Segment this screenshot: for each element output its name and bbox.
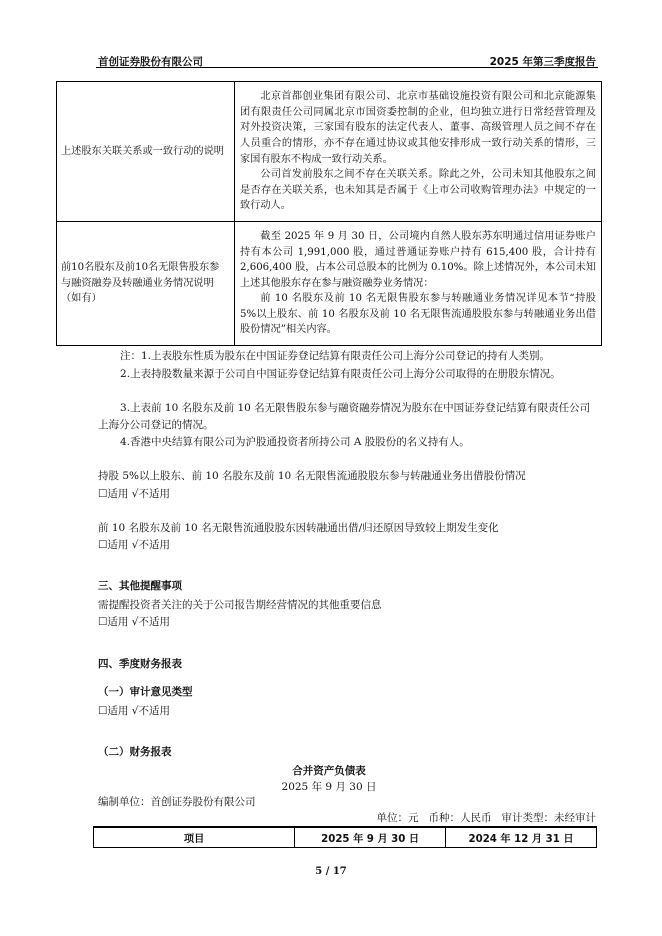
relation-paragraph: 北京首都创业集团有限公司、北京市基础设施投资有限公司和北京能源集团有限责任公司同属北京市国资委控制的企业，但均独立进行日常经营管理及对外投资决策，三家国有股东的法定代表人、董事、高级管理人员之间不存在人员重合的情形，亦不存在通过协议或其他安排形成一致行动关系的情形，三家国有股东不构成一致行动关系。 [240,91,596,165]
table-row [57,82,602,222]
relation-label: 上述股东关联关系或一致行动的说明 [57,82,235,222]
balance-sheet-preparer: 编制单位：首创证券股份有限公司 [98,796,256,808]
balance-sheet-header-table [93,826,597,848]
relation-paragraph: 公司首发前股东之间不存在关联关系。除此之外，公司未知其他股东之间是否存在关联关系，也未知其是否属于《上市公司收购管理办法》中规定的一致行动人。 [240,169,596,212]
note-1: 注：1.上表股东性质为股东在中国证券登记结算有限责任公司上海分公司登记的持有人类别。 [120,350,551,362]
change-title: 前 10 名股东及前 10 名无限售流通股股东因转融通出借/归还原因导致较上期发生变化 [98,522,499,534]
note-4: 4.香港中央结算有限公司为沪股通投资者所持公司 A 股股份的名义持有人。 [120,436,470,448]
lending-option: ☐适用 √不适用 [98,488,170,500]
header-report-title: 2025 年第三季度报告 [489,56,596,68]
page-number: 5 / 17 [315,866,347,877]
balance-sheet-title: 合并资产负债表 [292,765,366,777]
header-divider [96,67,598,68]
note-2: 2.上表持股数量来源于公司自中国证券登记结算有限责任公司上海分公司取得的在册股东情况。 [120,368,561,380]
section3-title: 三、其他提醒事项 [98,580,182,592]
header-company: 首创证券股份有限公司 [98,56,203,68]
note-3: 3.上表前 10 名股东及前 10 名无限售股东参与融资融券情况为股东在中国证券登记结算有限责任公司上海分公司登记的情况。 [98,402,591,431]
section3-text: 需提醒投资者关注的关于公司报告期经营情况的其他重要信息 [98,599,382,611]
column-header-item: 项目 [94,827,295,848]
balance-sheet-date: 2025 年 9 月 30 日 [281,781,377,793]
change-option: ☐适用 √不适用 [98,539,170,551]
table-row [57,222,602,346]
table-header-row [94,827,597,848]
balance-sheet-units: 单位：元 币种：人民币 审计类型：未经审计 [376,812,596,824]
audit-opinion-title: （一）审计意见类型 [98,686,193,698]
lending-title: 持股 5%以上股东、前 10 名股东及前 10 名无限售流通股股东参与转融通业务出借股份情况 [98,470,526,482]
margin-trading-label: 前10名股东及前10名无限售股东参与融资融券及转融通业务情况说明（如有） [57,222,235,346]
audit-opinion-option: ☐适用 √不适用 [98,705,170,717]
shareholder-relation-table [56,81,602,346]
relation-description [235,82,602,222]
column-header-2025-09-30: 2025 年 9 月 30 日 [295,827,446,848]
margin-paragraph: 前 10 名股东及前 10 名无限售股东参与转融通业务情况详见本节“持股 5%以上股东、前 10 名股东及前 10 名无限售流通股股东参与转融通业务出借股份情况”相关内容。 [240,293,596,336]
financial-statements-title: （二）财务报表 [98,746,172,758]
margin-paragraph: 截至 2025 年 9 月 30 日，公司境内自然人股东苏东明通过信用证券账户持有本公司 1,991,000 股，通过普通证券账户持有 615,400 股，合计持有 2,606,400 股，占本公司总股本的比例为 0.10%。除上述情况外，本公司未知上述其他股东存在参与融资融券业务情况： [240,230,596,289]
margin-trading-description [235,222,602,346]
column-header-2024-12-31: 2024 年 12 月 31 日 [446,827,597,848]
section3-option: ☐适用 √不适用 [98,616,170,628]
section4-title: 四、季度财务报表 [98,658,182,670]
